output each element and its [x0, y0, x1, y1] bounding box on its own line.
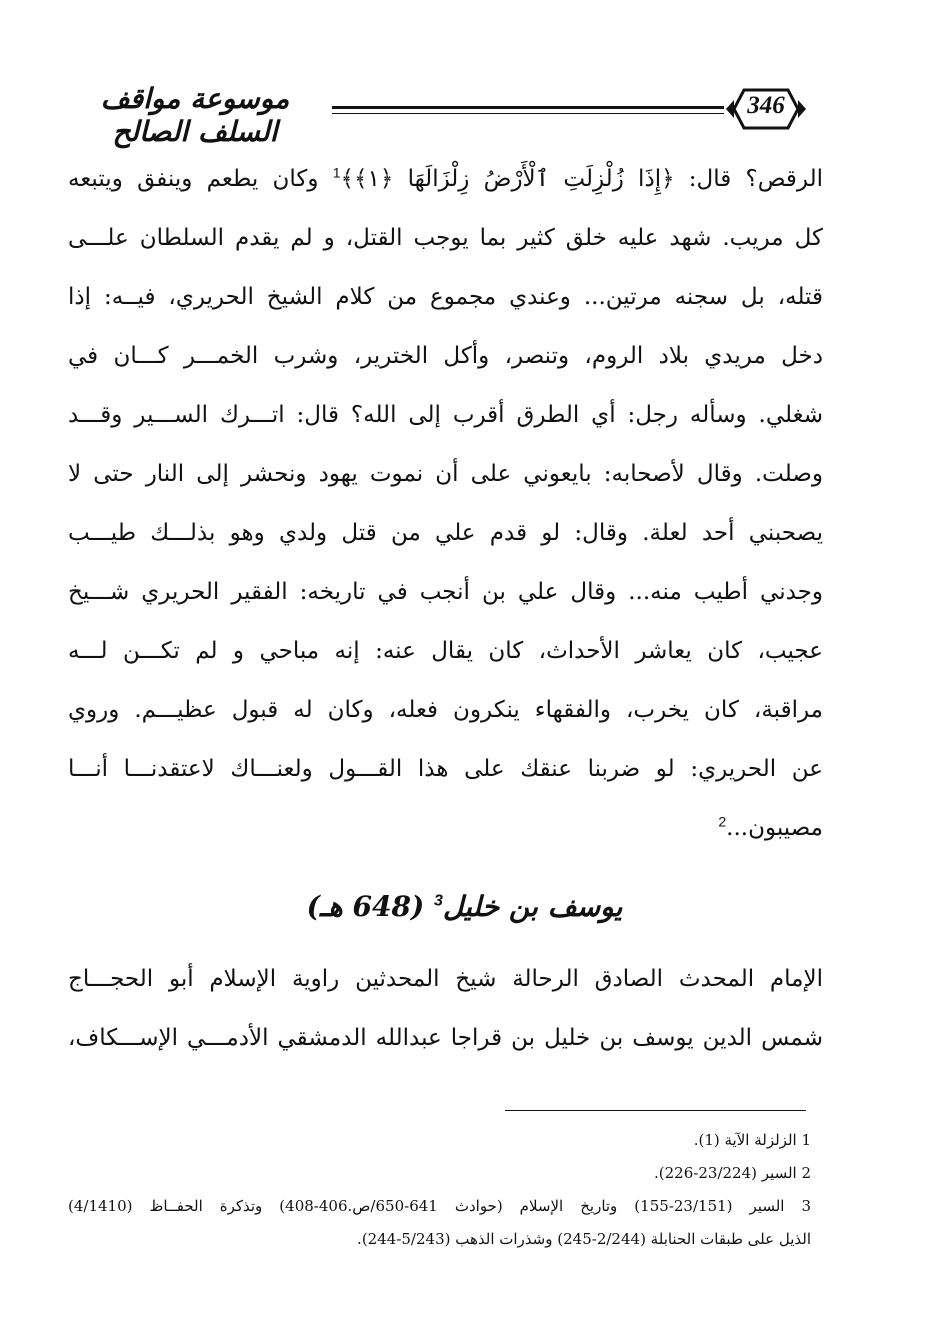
text-line: مراقبة، كان يخرب، والفقهاء ينكرون فعله، وكان له قبول عظيـــم. وروي — [68, 697, 823, 723]
text-line: يصحبني أحد لعلة. وقال: لو قدم علي من قتل ولدي وهو بذلـــك طيـــب — [68, 520, 823, 546]
text-line: شغلي. وسأله رجل: أي الطرق أقرب إلى الله؟ قال: اتـــرك الســـير وقـــد — [68, 402, 823, 428]
intro-paragraph — [68, 950, 823, 1068]
text-line: وصلت. وقال لأصحابه: بايعوني على أن نموت يهود ونحشر إلى النار حتى لا — [68, 461, 823, 487]
footnotes — [68, 1124, 811, 1256]
text-segment: وكان يطعم وينفق ويتبعه — [68, 166, 333, 192]
text-segment: مصيبون... — [726, 815, 823, 841]
text-line: عن الحريري: لو ضربنا عنقك على هذا القـــول ولعنـــاك لاعتقدنـــا أنـــا — [68, 756, 823, 782]
text-line — [68, 150, 823, 209]
section-heading — [0, 890, 929, 923]
page-number: 346 — [747, 92, 785, 119]
text-segment: الرقص؟ قال: ﴿إِذَا زُلْزِلَتِ ٱلْأَرْضُ زِلْزَالَهَا ﴿١﴾﴾ — [340, 166, 823, 192]
text-line: عجيب، كان يعاشر الأحداث، كان يقال عنه: إنه مباحي و لم تكـــن لـــه — [68, 638, 823, 664]
main-paragraph — [68, 150, 823, 858]
text-line: كل مريب. شهد عليه خلق كثير بما يوجب القتل، و لم يقدم السلطان علـــى — [68, 225, 823, 251]
book-title: موسوعة مواقف السلف الصالح — [100, 82, 290, 148]
footnote-separator — [505, 1110, 806, 1111]
footnote-1: 1 الزلزلة الآية (1). — [693, 1131, 811, 1149]
text-line: دخل مريدي بلاد الروم، وتنصر، وأكل الخترير، وشرب الخمـــر كـــان في — [68, 343, 823, 369]
text-line: وجدني أطيب منه... وقال علي بن أنجب في تاريخه: الفقير الحريري شـــيخ — [68, 579, 823, 605]
text-line: شمس الدين يوسف بن خليل بن قراجا عبدالله الدمشقي الأدمـــي الإســـكاف، — [68, 1025, 823, 1051]
footnote-ref: 3 — [433, 892, 443, 910]
text-line: قتله، بل سجنه مرتين... وعندي مجموع من كلام الشيخ الحريري، فيــه: إذا — [68, 284, 823, 310]
page-number-badge — [724, 84, 808, 134]
footnote-ref: 1 — [332, 164, 341, 181]
text-line — [68, 799, 823, 858]
text-line: الإمام المحدث الصادق الرحالة شيخ المحدثين راوية الإسلام أبو الحجـــاج — [68, 966, 823, 992]
header-rule — [332, 106, 724, 114]
heading-name: يوسف بن خليل — [442, 890, 623, 923]
page-header — [60, 78, 820, 148]
heading-date: (648 هـ) — [306, 890, 434, 923]
footnote-ref: 2 — [718, 813, 727, 830]
footnote-3: 3 السير (23/151-155) وتاريخ الإسلام (حوادث 641-650/ص.406-408) وتذكرة الحفــاظ (4/1410) — [68, 1197, 811, 1215]
footnote-2: 2 السير (23/224-226). — [654, 1164, 811, 1182]
footnote-3-continued: الذيل على طبقات الحنابلة (2/244-245) وشذرات الذهب (5/243-244). — [357, 1230, 811, 1248]
